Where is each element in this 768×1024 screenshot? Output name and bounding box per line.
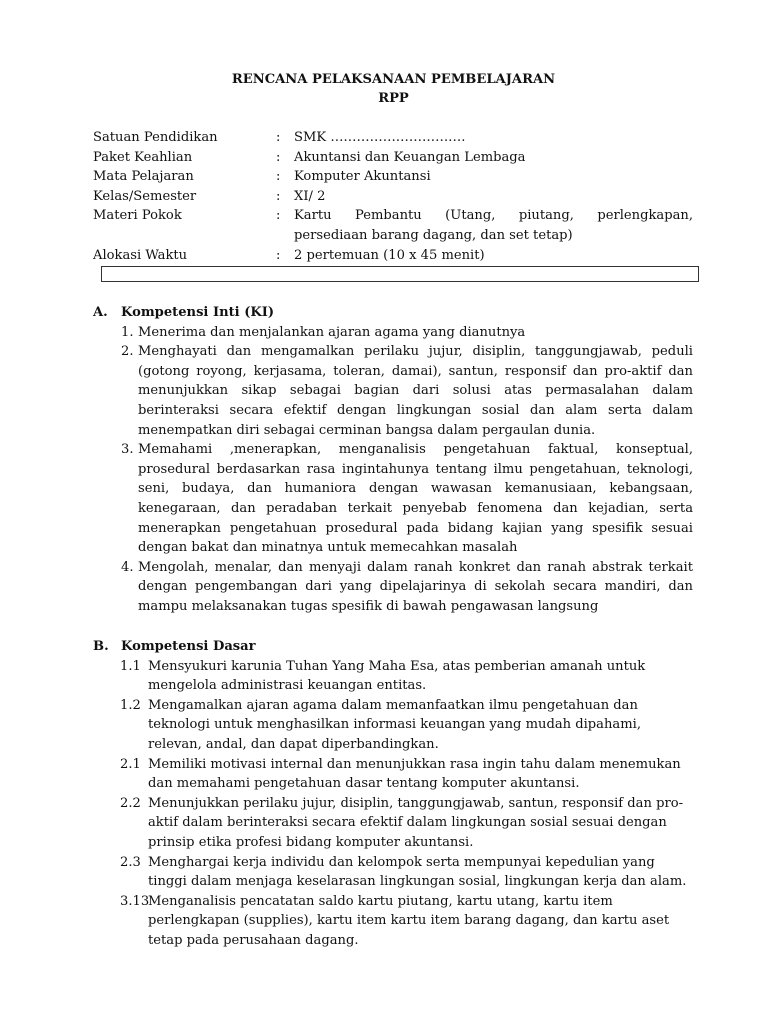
info-row [93, 187, 693, 207]
info-value: Kartu Pembantu (Utang, piutang, perlengkapan, persediaan barang dagang, dan set tetap) [294, 208, 693, 243]
section-kompetensi-inti [93, 303, 693, 617]
item-number: 2. [121, 344, 134, 360]
divider-box [101, 266, 699, 282]
kd-list [93, 657, 693, 951]
item-number: 2.1 [120, 756, 141, 772]
document-subtitle: RPP [378, 91, 409, 106]
info-value: Akuntansi dan Keuangan Lembaga [294, 149, 526, 165]
item-text: Menganalisis pencatatan saldo kartu piutang, kartu utang, kartu item perlengkapan (supplies), kartu item kartu item barang dagang, dan kartu aset tetap pada perusahaan dagang. [148, 893, 670, 948]
info-colon: : [276, 130, 281, 145]
item-number: 2.3 [120, 854, 141, 870]
info-value: XI/ 2 [294, 188, 326, 204]
list-item [93, 696, 693, 755]
section-title: Kompetensi Inti (KI) [121, 305, 275, 320]
list-item [93, 755, 693, 794]
info-label: Mata Pelajaran [93, 169, 194, 185]
item-number: 1.1 [120, 658, 141, 674]
list-item [93, 657, 693, 696]
item-text: Menghargai kerja individu dan kelompok serta mempunyai kepedulian yang tinggi dalam menjaga keselarasan lingkungan sosial, lingkungan kerja dan alam. [148, 854, 687, 890]
section-heading [93, 303, 693, 323]
list-item [93, 558, 693, 617]
info-label: Kelas/Semester [93, 188, 197, 204]
list-item [93, 794, 693, 853]
section-heading [93, 637, 693, 657]
info-row [93, 246, 693, 266]
info-row [93, 148, 693, 168]
item-text: Memiliki motivasi internal dan menunjukkan rasa ingin tahu dalam menemukan dan memahami pengetahuan dasar tentang komputer akuntansi. [148, 756, 681, 792]
item-number: 3.13 [120, 893, 150, 909]
item-text: Mengamalkan ajaran agama dalam memanfaatkan ilmu pengetahuan dan teknologi untuk menghasilkan informasi keuangan yang mudah dipahami, relevan, andal, dan dapat diperbandingkan. [148, 697, 641, 752]
info-colon: : [276, 169, 281, 185]
info-label: Satuan Pendidikan [93, 130, 218, 145]
info-row [93, 128, 693, 148]
info-value: SMK …………………………. [294, 130, 466, 145]
item-number: 4. [121, 559, 134, 575]
item-text: Memahami ,menerapkan, menganalisis pengetahuan faktual, konseptual, prosedural berdasarkan rasa ingintahunya tentang ilmu pengetahuan, teknologi, seni, budaya, dan humaniora dengan wawasan kemanusiaan, kebangsaan, kenegaraan, dan peradaban terkait penyebab fenomena dan kejadian, serta menerapkan pengetahuan prosedural pada bidang kajian yang spesifik sesuai dengan bakat dan minatnya untuk memecahkan masalah [138, 442, 693, 556]
info-colon: : [276, 149, 281, 165]
info-value: 2 pertemuan (10 x 45 menit) [294, 247, 485, 263]
info-row [93, 167, 693, 187]
item-text: Menerima dan menjalankan ajaran agama yang dianutnya [138, 324, 526, 340]
info-colon: : [276, 188, 281, 204]
identity-table [93, 128, 693, 265]
section-letter: A. [93, 305, 108, 320]
info-label: Materi Pokok [93, 208, 182, 224]
item-text: Mengolah, menalar, dan menyaji dalam ranah konkret dan ranah abstrak terkait dengan pengembangan dari yang dipelajarinya di sekolah secara mandiri, dan mampu melaksanakan tugas spesifik di bawah pengawasan langsung [138, 559, 693, 614]
item-number: 1. [121, 324, 134, 340]
list-item [93, 892, 693, 951]
item-text: Menghayati dan mengamalkan perilaku jujur, disiplin, tanggungjawab, peduli (gotong royong, kerjasama, toleran, damai), santun, responsif dan pro-aktif dan menunjukkan sikap sebagai bagian dari solusi atas permasalahan dalam berinteraksi secara efektif dengan lingkungan sosial dan alam serta dalam menempatkan diri sebagai cerminan bangsa dalam pergaulan dunia. [138, 344, 693, 438]
section-title: Kompetensi Dasar [121, 639, 256, 654]
item-number: 2.2 [120, 795, 141, 811]
info-row [93, 206, 693, 245]
ki-list [93, 323, 693, 617]
list-item [93, 342, 693, 440]
item-number: 1.2 [120, 697, 141, 713]
item-text: Mensyukuri karunia Tuhan Yang Maha Esa, atas pemberian amanah untuk mengelola administrasi keuangan entitas. [148, 658, 646, 694]
item-text: Menunjukkan perilaku jujur, disiplin, tanggungjawab, santun, responsif dan pro-aktif dalam berinteraksi secara efektif dalam lingkungan sosial sesuai dengan prinsip etika profesi bidang komputer akuntansi. [148, 795, 684, 850]
section-kompetensi-dasar [93, 637, 693, 951]
list-item [93, 323, 693, 343]
info-label: Alokasi Waktu [93, 247, 188, 263]
info-label: Paket Keahlian [93, 149, 193, 165]
info-colon: : [276, 208, 281, 224]
info-value: Komputer Akuntansi [294, 169, 431, 185]
list-item [93, 440, 693, 558]
section-letter: B. [93, 639, 109, 654]
info-colon: : [276, 247, 281, 263]
list-item [93, 853, 693, 892]
item-number: 3. [121, 442, 134, 458]
document-title: RENCANA PELAKSANAAN PEMBELAJARAN [231, 72, 556, 87]
